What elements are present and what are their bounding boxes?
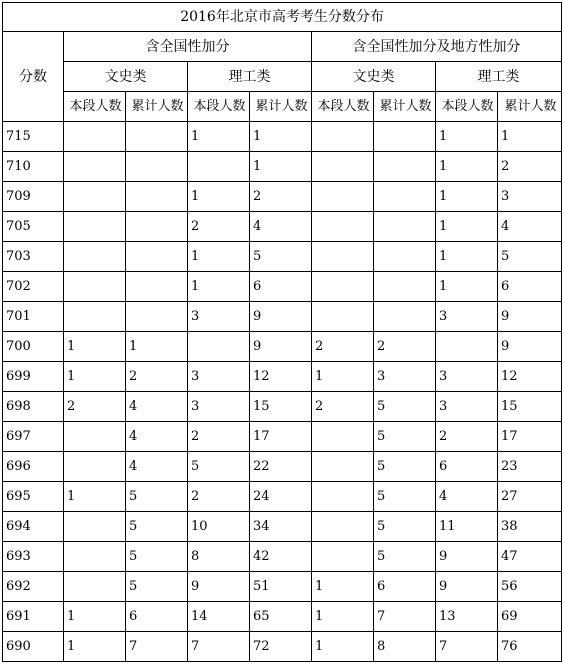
- table-row: [3, 182, 562, 212]
- local-liberal-segment-cell: 1: [312, 572, 374, 602]
- national-liberal-cumulative-cell: 1: [126, 332, 188, 362]
- local-liberal-cumulative-cell: 2: [374, 332, 436, 362]
- table-row: [3, 632, 562, 662]
- table-row: [3, 602, 562, 632]
- local-liberal-segment-cell: [312, 542, 374, 572]
- local-science-segment-cell: 6: [436, 452, 498, 482]
- national-science-cumulative-cell: 12: [250, 362, 312, 392]
- local-liberal-cumulative-cell: [374, 122, 436, 152]
- national-science-segment-cell: 2: [188, 422, 250, 452]
- local-science-segment-cell: 1: [436, 182, 498, 212]
- local-science-segment-cell: 1: [436, 152, 498, 182]
- national-science-cumulative-cell: 4: [250, 212, 312, 242]
- local-liberal-segment-cell: 1: [312, 602, 374, 632]
- header-cumulative-count: 累计人数: [498, 92, 562, 122]
- local-liberal-cumulative-cell: 5: [374, 512, 436, 542]
- national-science-segment-cell: [188, 152, 250, 182]
- header-liberal-arts-2: 文史类: [312, 62, 436, 92]
- local-liberal-segment-cell: 2: [312, 392, 374, 422]
- score-cell: 710: [3, 152, 64, 182]
- national-science-segment-cell: 1: [188, 272, 250, 302]
- score-cell: 696: [3, 452, 64, 482]
- national-science-segment-cell: 1: [188, 122, 250, 152]
- local-liberal-segment-cell: 1: [312, 362, 374, 392]
- local-science-segment-cell: 3: [436, 392, 498, 422]
- table-row: [3, 512, 562, 542]
- national-liberal-cumulative-cell: 5: [126, 542, 188, 572]
- national-science-segment-cell: 1: [188, 242, 250, 272]
- header-segment-count: 本段人数: [312, 92, 374, 122]
- local-liberal-segment-cell: 1: [312, 632, 374, 662]
- score-cell: 692: [3, 572, 64, 602]
- local-liberal-segment-cell: [312, 422, 374, 452]
- table-row: [3, 482, 562, 512]
- local-science-cumulative-cell: 12: [498, 362, 562, 392]
- national-science-cumulative-cell: 72: [250, 632, 312, 662]
- national-liberal-segment-cell: [64, 272, 126, 302]
- local-liberal-cumulative-cell: 8: [374, 632, 436, 662]
- local-science-cumulative-cell: 47: [498, 542, 562, 572]
- table-row: [3, 392, 562, 422]
- local-science-cumulative-cell: 27: [498, 482, 562, 512]
- national-liberal-cumulative-cell: [126, 122, 188, 152]
- national-liberal-segment-cell: 1: [64, 482, 126, 512]
- national-science-segment-cell: 7: [188, 632, 250, 662]
- local-liberal-segment-cell: [312, 482, 374, 512]
- local-liberal-cumulative-cell: 7: [374, 602, 436, 632]
- score-cell: 697: [3, 422, 64, 452]
- national-liberal-cumulative-cell: [126, 182, 188, 212]
- national-liberal-cumulative-cell: 5: [126, 572, 188, 602]
- national-liberal-segment-cell: [64, 182, 126, 212]
- table-row: [3, 212, 562, 242]
- local-science-segment-cell: 4: [436, 482, 498, 512]
- national-liberal-segment-cell: [64, 152, 126, 182]
- local-liberal-segment-cell: 2: [312, 332, 374, 362]
- local-science-segment-cell: 7: [436, 632, 498, 662]
- local-liberal-segment-cell: [312, 452, 374, 482]
- local-science-cumulative-cell: 76: [498, 632, 562, 662]
- header-segment-count: 本段人数: [436, 92, 498, 122]
- local-science-segment-cell: 1: [436, 242, 498, 272]
- local-liberal-cumulative-cell: [374, 272, 436, 302]
- national-liberal-cumulative-cell: [126, 212, 188, 242]
- national-liberal-segment-cell: 2: [64, 392, 126, 422]
- table-row: [3, 152, 562, 182]
- table-row: [3, 452, 562, 482]
- header-science-1: 理工类: [188, 62, 312, 92]
- national-science-cumulative-cell: 65: [250, 602, 312, 632]
- local-liberal-cumulative-cell: 5: [374, 452, 436, 482]
- national-liberal-cumulative-cell: 2: [126, 362, 188, 392]
- local-liberal-cumulative-cell: 5: [374, 482, 436, 512]
- local-science-cumulative-cell: 6: [498, 272, 562, 302]
- national-science-segment-cell: 2: [188, 482, 250, 512]
- national-liberal-segment-cell: [64, 572, 126, 602]
- national-science-segment-cell: 5: [188, 452, 250, 482]
- national-science-cumulative-cell: 9: [250, 302, 312, 332]
- national-liberal-segment-cell: 1: [64, 362, 126, 392]
- local-liberal-cumulative-cell: 5: [374, 542, 436, 572]
- local-science-cumulative-cell: 56: [498, 572, 562, 602]
- local-liberal-segment-cell: [312, 152, 374, 182]
- national-liberal-segment-cell: [64, 422, 126, 452]
- local-science-segment-cell: 11: [436, 512, 498, 542]
- score-cell: 694: [3, 512, 64, 542]
- national-science-cumulative-cell: 6: [250, 272, 312, 302]
- header-liberal-arts-1: 文史类: [64, 62, 188, 92]
- national-liberal-segment-cell: [64, 302, 126, 332]
- header-cumulative-count: 累计人数: [126, 92, 188, 122]
- header-science-2: 理工类: [436, 62, 562, 92]
- local-science-cumulative-cell: 17: [498, 422, 562, 452]
- local-liberal-cumulative-cell: [374, 302, 436, 332]
- national-liberal-segment-cell: 1: [64, 332, 126, 362]
- table-row: [3, 362, 562, 392]
- national-science-segment-cell: 10: [188, 512, 250, 542]
- national-science-cumulative-cell: 1: [250, 152, 312, 182]
- score-cell: 702: [3, 272, 64, 302]
- national-science-segment-cell: 1: [188, 182, 250, 212]
- national-liberal-cumulative-cell: 6: [126, 602, 188, 632]
- score-cell: 709: [3, 182, 64, 212]
- national-liberal-segment-cell: [64, 452, 126, 482]
- local-liberal-segment-cell: [312, 272, 374, 302]
- local-science-cumulative-cell: 9: [498, 332, 562, 362]
- local-science-segment-cell: 1: [436, 272, 498, 302]
- national-science-segment-cell: 8: [188, 542, 250, 572]
- national-liberal-segment-cell: [64, 122, 126, 152]
- local-science-segment-cell: 13: [436, 602, 498, 632]
- score-cell: 698: [3, 392, 64, 422]
- local-liberal-cumulative-cell: 5: [374, 422, 436, 452]
- national-science-segment-cell: 2: [188, 212, 250, 242]
- national-science-segment-cell: 3: [188, 302, 250, 332]
- score-cell: 699: [3, 362, 64, 392]
- header-segment-count: 本段人数: [64, 92, 126, 122]
- local-liberal-segment-cell: [312, 242, 374, 272]
- local-liberal-segment-cell: [312, 122, 374, 152]
- score-cell: 691: [3, 602, 64, 632]
- national-liberal-segment-cell: [64, 242, 126, 272]
- national-science-segment-cell: [188, 332, 250, 362]
- local-liberal-cumulative-cell: 5: [374, 392, 436, 422]
- national-science-cumulative-cell: 24: [250, 482, 312, 512]
- local-liberal-segment-cell: [312, 182, 374, 212]
- national-liberal-cumulative-cell: [126, 302, 188, 332]
- national-liberal-cumulative-cell: 4: [126, 392, 188, 422]
- header-score: 分数: [3, 32, 64, 122]
- header-segment-count: 本段人数: [188, 92, 250, 122]
- national-liberal-cumulative-cell: 7: [126, 632, 188, 662]
- score-cell: 693: [3, 542, 64, 572]
- local-science-segment-cell: 3: [436, 302, 498, 332]
- local-liberal-segment-cell: [312, 212, 374, 242]
- header-cumulative-count: 累计人数: [250, 92, 312, 122]
- local-science-cumulative-cell: 23: [498, 452, 562, 482]
- local-liberal-cumulative-cell: [374, 152, 436, 182]
- local-science-segment-cell: 9: [436, 572, 498, 602]
- score-distribution-table: [2, 2, 562, 662]
- national-science-cumulative-cell: 15: [250, 392, 312, 422]
- national-liberal-cumulative-cell: [126, 242, 188, 272]
- national-science-cumulative-cell: 2: [250, 182, 312, 212]
- national-liberal-segment-cell: [64, 512, 126, 542]
- table-body: [3, 122, 562, 662]
- score-cell: 690: [3, 632, 64, 662]
- national-liberal-cumulative-cell: 5: [126, 512, 188, 542]
- national-science-cumulative-cell: 34: [250, 512, 312, 542]
- table-row: [3, 122, 562, 152]
- local-science-segment-cell: 1: [436, 212, 498, 242]
- local-science-cumulative-cell: 15: [498, 392, 562, 422]
- table-row: [3, 542, 562, 572]
- local-liberal-segment-cell: [312, 512, 374, 542]
- local-liberal-cumulative-cell: [374, 212, 436, 242]
- national-science-cumulative-cell: 9: [250, 332, 312, 362]
- table-row: [3, 332, 562, 362]
- table-row: [3, 572, 562, 602]
- table-row: [3, 242, 562, 272]
- score-cell: 703: [3, 242, 64, 272]
- header-group-national-bonus: 含全国性加分: [64, 32, 312, 62]
- table-row: [3, 272, 562, 302]
- national-liberal-cumulative-cell: 5: [126, 482, 188, 512]
- header-cumulative-count: 累计人数: [374, 92, 436, 122]
- national-science-segment-cell: 14: [188, 602, 250, 632]
- score-cell: 705: [3, 212, 64, 242]
- national-science-segment-cell: 9: [188, 572, 250, 602]
- local-liberal-cumulative-cell: [374, 182, 436, 212]
- local-liberal-cumulative-cell: [374, 242, 436, 272]
- local-liberal-cumulative-cell: 3: [374, 362, 436, 392]
- local-science-cumulative-cell: 3: [498, 182, 562, 212]
- local-science-cumulative-cell: 2: [498, 152, 562, 182]
- score-cell: 701: [3, 302, 64, 332]
- national-science-cumulative-cell: 17: [250, 422, 312, 452]
- national-science-cumulative-cell: 51: [250, 572, 312, 602]
- national-science-segment-cell: 3: [188, 392, 250, 422]
- local-liberal-segment-cell: [312, 302, 374, 332]
- header-group-national-local-bonus: 含全国性加分及地方性加分: [312, 32, 562, 62]
- local-science-segment-cell: 3: [436, 362, 498, 392]
- local-science-cumulative-cell: 1: [498, 122, 562, 152]
- national-liberal-cumulative-cell: 4: [126, 422, 188, 452]
- national-liberal-segment-cell: 1: [64, 632, 126, 662]
- score-cell: 715: [3, 122, 64, 152]
- table-row: [3, 302, 562, 332]
- national-liberal-segment-cell: [64, 212, 126, 242]
- score-cell: 695: [3, 482, 64, 512]
- local-science-cumulative-cell: 69: [498, 602, 562, 632]
- local-science-cumulative-cell: 5: [498, 242, 562, 272]
- national-science-segment-cell: 3: [188, 362, 250, 392]
- local-science-cumulative-cell: 9: [498, 302, 562, 332]
- local-science-segment-cell: 9: [436, 542, 498, 572]
- national-liberal-cumulative-cell: [126, 152, 188, 182]
- local-science-segment-cell: [436, 332, 498, 362]
- local-liberal-cumulative-cell: 6: [374, 572, 436, 602]
- score-cell: 700: [3, 332, 64, 362]
- national-science-cumulative-cell: 22: [250, 452, 312, 482]
- local-science-cumulative-cell: 38: [498, 512, 562, 542]
- national-liberal-segment-cell: [64, 542, 126, 572]
- local-science-segment-cell: 2: [436, 422, 498, 452]
- national-liberal-segment-cell: 1: [64, 602, 126, 632]
- table-row: [3, 422, 562, 452]
- table-title: 2016年北京市高考考生分数分布: [3, 3, 562, 32]
- national-liberal-cumulative-cell: 4: [126, 452, 188, 482]
- local-science-segment-cell: 1: [436, 122, 498, 152]
- national-science-cumulative-cell: 1: [250, 122, 312, 152]
- national-science-cumulative-cell: 42: [250, 542, 312, 572]
- local-science-cumulative-cell: 4: [498, 212, 562, 242]
- national-science-cumulative-cell: 5: [250, 242, 312, 272]
- national-liberal-cumulative-cell: [126, 272, 188, 302]
